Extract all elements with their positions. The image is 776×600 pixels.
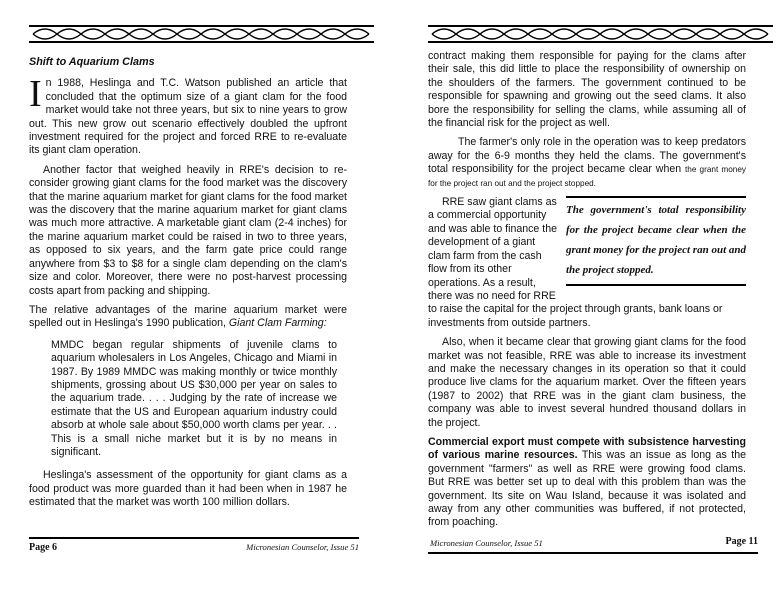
paragraph-intro: In 1988, Heslinga and T.C. Watson published an article that concluded that the optimum size of a giant clam for the food market would take not three years, but six to nine years to grow out. This new grow out scenario effectively doubled the upfront investment required for the project and forced RRE to re-evaluate its giant clam operation. xyxy=(29,73,347,157)
page-number: Page 11 xyxy=(725,536,758,547)
publication-title: Giant Clam Farming: xyxy=(228,317,327,330)
page-footer xyxy=(29,537,359,561)
publication-name: Micronesian Counselor, Issue 51 xyxy=(246,542,359,552)
block-quote: MMDC began regular shipments of juvenile clams to aquarium wholesalers in Los Angeles, Chicago and Miami in 1987. By 1989 MMDC was making monthly or twice monthly shipments, grossing about US $30,000 per year on sales to the aquarium trade. . . . Judging by the rate of increase we estimate that the US and European aquarium industry could absorb at whole sale about $50,000 worth clams per year. . . This is a small niche market but it is by no means in significant. xyxy=(51,338,337,458)
page-number: Page 6 xyxy=(29,542,58,553)
paragraph: contract making them responsible for paying for the clams after their sale, this did little to place the responsibility of ownership on the shoulders of the farmers. The government continued to be responsible for spawning and growing out the seed clams. It also bore the responsibility for selling the clams, while assuming all of the financial risk for the project as well. xyxy=(428,50,746,130)
paragraph: The relative advantages of the marine aquarium market were spelled out in Heslinga's 1990 publication, Giant Clam Farming: xyxy=(29,303,347,330)
paragraph: RRE saw giant clams as a commercial opportunity and was able to finance the development of a giant clam farm from the cash flow from its other operations. As a result, there was no need for RRE to raise the capital for the project through grants, bank loans or investments from outside partners. xyxy=(428,196,723,329)
publication-name: Micronesian Counselor, Issue 51 xyxy=(430,538,543,548)
section-title: Shift to Aquarium Clams xyxy=(29,56,155,68)
right-column xyxy=(428,50,746,536)
paragraph: Also, when it became clear that growing giant clams for the food market was not feasible, RRE was able to increase its investment and make the necessary changes in its operation so that it could produce live clams for the aquarium market. Over the fifteen years (1987 to 2002) that RRE was in the giant clam business, the company was able to invest several hundred thousand dollars in the project. xyxy=(428,336,746,429)
paragraph: Another factor that weighed heavily in RRE's decision to re-consider growing giant clams for the food market was the discovery that the marine aquarium market for giant clams for the food market was the discovery that the marine aquarium market for giant clams was much more attractive. A marketable giant clam (2-4 inches) for the marine aquarium market could be raised in two to three years, as opposed to six years, and the farm gate price could range anywhere from $3 to $8 for a single clam depending on the clam's size and color. Moreover, there were no post-harvest processing costs apart from packing and shipping. xyxy=(29,163,347,297)
pull-quote: The government's total responsibility for the project became clear when the grant money for the project ran out and the project stopped. xyxy=(566,196,746,286)
bold-lead: Commercial export must compete with subsistence harvesting of various marine resources. xyxy=(428,435,746,462)
left-column xyxy=(29,50,347,516)
right-page xyxy=(388,0,776,600)
drop-cap: I xyxy=(29,73,42,116)
paragraph: Heslinga's assessment of the opportunity for giant clams as a food product was more guarded than it had been when in 1987 he estimated that the market was worth 100 million dollars. xyxy=(29,469,347,509)
paragraph: The farmer's only role in the operation was to keep predators away for the 6-9 months they held the clams. The government's total responsibility for the project became clear when the grant money for the project ran out and the project stopped. xyxy=(428,136,746,188)
decorative-border-ornament xyxy=(428,24,773,44)
page-footer xyxy=(428,530,758,554)
paragraph: Commercial export must compete with subsistence harvesting of various marine resources. This was an issue as long as the government "farmers" as well as RRE were growing food clams. But RRE was better set up to deal with this problem than was the government. Its site on Wau Island, because it was isolated and away from any other communities was buffered, if not protected, from poaching. xyxy=(428,435,746,529)
decorative-border-ornament xyxy=(29,24,374,44)
